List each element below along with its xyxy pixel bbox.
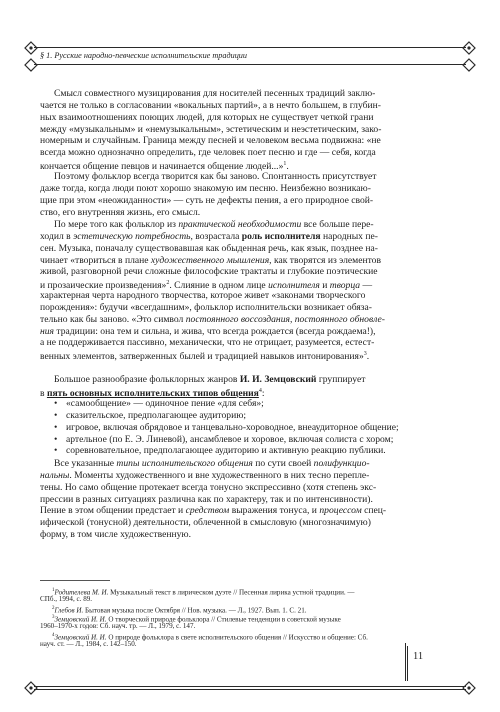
footnote-separator xyxy=(40,580,110,581)
text-line: тены. Но само общение протекает всегда тонусно экспрессивно (хотя степень экс- xyxy=(40,481,377,493)
text-line: а не поддерживается пассивно, механически, что не отрицает, разумеется, естест- xyxy=(40,337,375,349)
paragraph-3 xyxy=(40,219,446,361)
paragraph-5 xyxy=(40,458,446,541)
text-line: сен. Музыка, поначалу существовавшая как обыденная речь, как язык, позднее на- xyxy=(40,242,378,254)
footer-rule-thin xyxy=(34,689,466,690)
text-line: порождения»: будучи «всегдашним», фольклор исполнительски возникает обяза- xyxy=(40,301,373,313)
text-line: ния традиции: она тем и сильна, и жива, что всегда рождается (всегда рождаема!), xyxy=(40,325,376,337)
footnote: $^1$Родителева М. И. Музыкальный текст в лирическом дуэте // Песенная лирика устной традиции. — xyxy=(52,588,355,597)
ornament-bottom-left-icon xyxy=(24,681,38,695)
text-line: ство, его внутренняя жизнь, его смысл. xyxy=(40,206,201,218)
text-line: По мере того как фольклор из практической необходимости все больше пере- xyxy=(54,219,374,230)
paragraph-2 xyxy=(40,171,446,218)
text-line: живой, разговорной речи сложные философские трактаты и глубокие поэтические xyxy=(40,266,378,278)
text-line: нальны. Моменты художественного и вне художественного в них тесно переплe- xyxy=(40,469,370,481)
header-rule-bottom xyxy=(34,64,466,65)
text-line: Поэтому фольклор всегда творится как бы заново. Спонтанность присутствует xyxy=(54,171,377,182)
footnotes xyxy=(40,586,450,649)
genre-list xyxy=(40,398,446,457)
page-number-rule-thin xyxy=(407,646,408,681)
list-item: • «самообщение» — одиночное пение «для себя»; xyxy=(54,398,264,409)
text-line: прессии в разных ситуациях различна как по характеру, так и по интенсивности). xyxy=(40,493,373,505)
footnote-cont: СПб., 1994, с. 89. xyxy=(40,595,93,603)
text-line: кончается общение певцов и начинается общение людей...»$^1$. xyxy=(40,161,289,173)
bullet-icon: • xyxy=(54,433,58,445)
text-line: тельно как бы заново. «Это символ постоянного воссоздания, постоянного обновле- xyxy=(40,313,385,325)
page-number-rule xyxy=(405,643,406,681)
footnote-cont: науч. ст. — Л., 1984, с. 142–150. xyxy=(40,640,137,648)
footnote: $^3$Земцовский И. И. О творческой природе фольклора // Стилевые тенденции в советской музыке xyxy=(52,615,341,624)
footnote: $^2$Глебов И. Бытовая музыка после Октября // Нов. музыка. — Л., 1927. Вып. 1. С. 21. xyxy=(52,606,307,615)
text-line: Большое разнообразие фольклорных жанров И. И. Земцовский группирует xyxy=(54,374,366,385)
footnote-cont: 1960–1970-х годов: Сб. науч. тр. — Л., 1979, с. 147. xyxy=(40,622,196,630)
text-line: Все указанные типы исполнительского общения по сути своей полифункцио- xyxy=(54,458,370,469)
paragraph-1 xyxy=(40,88,446,171)
text-line: ных взаимоотношениях поющих людей, для которых не существует четкой грани xyxy=(40,111,374,123)
text-line: щие при этом «неожиданности» — суть не дефекты пения, а его природное свой- xyxy=(40,194,374,206)
list-item: • сказительское, предполагающее аудиторию; xyxy=(54,409,247,421)
text-line: ифической (тонусной) деятельности, облеченной в смысловую (многозначимую) xyxy=(40,517,371,529)
text-line: между «музыкальным» и «немузыкальным», эстетическим и неэстетическим, зако- xyxy=(40,123,382,135)
bullet-icon: • xyxy=(54,421,58,433)
text-line: в пять основных исполнительских типов общения$^4$: xyxy=(40,387,265,400)
bullet-icon: • xyxy=(54,398,58,409)
text-line: характерная черта народного творчества, которое живет «законами творческого xyxy=(40,290,366,302)
text-line: Смысл совместного музицирования для носителей песенных традиций заклю- xyxy=(54,88,376,99)
text-line: всегда можно однозначно определить, где человек поет песню и где — себя, когда xyxy=(40,147,376,159)
ornament-left-lower-icon xyxy=(24,58,38,72)
page-number: 11 xyxy=(413,651,424,662)
text-line: венных элементов, затверженных былей и традицией навыков интонирования»$^3$. xyxy=(40,351,370,363)
text-line: форму, в том числе художественную. xyxy=(40,529,191,541)
list-item: • соревновательное, предполагающее аудиторию и активную реакцию публики. xyxy=(54,445,386,457)
text-line: и прозаические произведения»$^2$. Слияние в одном лице исполнителя и творца — xyxy=(40,280,373,292)
footer-rule xyxy=(34,686,466,687)
running-header: § 1. Русские народно-певческие исполнительские традиции xyxy=(40,51,247,60)
text-line: даже тогда, когда люди поют хорошо знакомую им песню. Неизбежно возникаю- xyxy=(40,182,371,194)
list-item: • артельное (по Е. Э. Линевой), ансамблевое и хоровое, включая солиста с хором; xyxy=(54,433,394,445)
text-line: номерным и случайным. Граница между песней и человеком весьма подвижна: «не xyxy=(40,135,381,147)
list-item: • игровое, включая обрядовое и танцевально-хороводное, внеаудиторное общение; xyxy=(54,421,399,433)
ornament-right-lower-icon xyxy=(462,58,476,72)
ornament-right-icon xyxy=(462,41,476,55)
text-line: чается не только в согласовании «вокальных партий», а в нечто большем, в глубин- xyxy=(40,99,381,111)
footnote: $^4$Земцовский И. И. О природе фольклора в свете исполнительского общения // Искусство и общение: Сб. xyxy=(52,633,368,642)
header-rule-top xyxy=(34,47,466,48)
footnote-ref: 1 xyxy=(283,161,287,168)
ornament-left-icon xyxy=(24,41,38,55)
bullet-icon: • xyxy=(54,409,58,421)
ornament-bottom-right-icon xyxy=(462,681,476,695)
text-line: Пение в этом общении предстает и средством выражения тонуса, и процессом спец- xyxy=(40,505,387,517)
text-line: ходил в эстетическую потребность, возрастала роль исполнителя народных пе- xyxy=(40,230,378,242)
bullet-icon: • xyxy=(54,445,58,457)
text-line: чинает «твориться в плане художественного мышления, как творятся из элементов xyxy=(40,254,382,266)
paragraph-4 xyxy=(40,374,446,398)
